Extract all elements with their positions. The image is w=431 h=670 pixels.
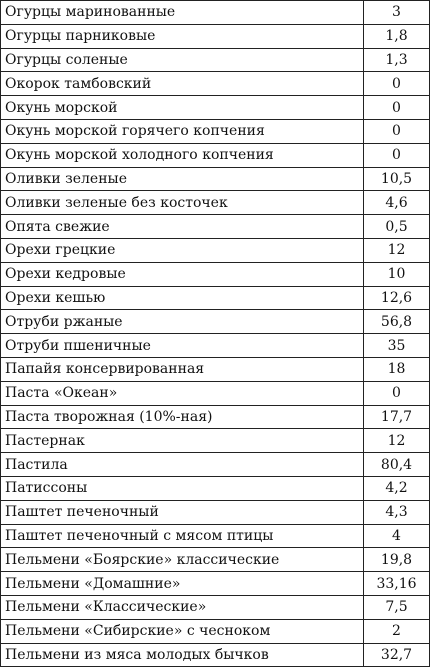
food-name-cell: Огурцы парниковые	[1, 24, 364, 48]
table-row	[1, 286, 430, 310]
table-row	[1, 595, 430, 619]
table-row	[1, 1, 430, 25]
table-row	[1, 572, 430, 596]
value-cell: 4,2	[364, 476, 430, 500]
table-row	[1, 24, 430, 48]
food-name-cell: Окунь морской холодного копчения	[1, 143, 364, 167]
table-row	[1, 119, 430, 143]
table-row	[1, 619, 430, 643]
table-row	[1, 381, 430, 405]
food-name-cell: Пельмени «Домашние»	[1, 572, 364, 596]
food-name-cell: Орехи грецкие	[1, 238, 364, 262]
table-row	[1, 476, 430, 500]
food-name-cell: Папайя консервированная	[1, 357, 364, 381]
value-cell: 0,5	[364, 215, 430, 239]
table-row	[1, 548, 430, 572]
table-row	[1, 429, 430, 453]
value-cell: 4,3	[364, 500, 430, 524]
table-body	[1, 1, 430, 667]
food-name-cell: Окунь морской горячего копчения	[1, 119, 364, 143]
table-row	[1, 167, 430, 191]
food-name-cell: Паста «Океан»	[1, 381, 364, 405]
food-name-cell: Пастила	[1, 453, 364, 477]
value-cell: 1,3	[364, 48, 430, 72]
value-cell: 1,8	[364, 24, 430, 48]
table-row	[1, 215, 430, 239]
table-row	[1, 143, 430, 167]
table-row	[1, 48, 430, 72]
table-row	[1, 405, 430, 429]
food-name-cell: Паштет печеночный	[1, 500, 364, 524]
food-name-cell: Огурцы соленые	[1, 48, 364, 72]
value-cell: 33,16	[364, 572, 430, 596]
value-cell: 4,6	[364, 191, 430, 215]
food-name-cell: Отруби пшеничные	[1, 334, 364, 358]
table-row	[1, 310, 430, 334]
food-name-cell: Пельмени «Боярские» классические	[1, 548, 364, 572]
value-cell: 18	[364, 357, 430, 381]
value-cell: 0	[364, 381, 430, 405]
food-name-cell: Огурцы маринованные	[1, 1, 364, 25]
food-name-cell: Отруби ржаные	[1, 310, 364, 334]
value-cell: 0	[364, 96, 430, 120]
value-cell: 12	[364, 238, 430, 262]
value-cell: 0	[364, 119, 430, 143]
food-name-cell: Орехи кедровые	[1, 262, 364, 286]
food-name-cell: Пельмени «Сибирские» с чесноком	[1, 619, 364, 643]
food-name-cell: Пельмени «Классические»	[1, 595, 364, 619]
table-row	[1, 524, 430, 548]
value-cell: 10	[364, 262, 430, 286]
value-cell: 35	[364, 334, 430, 358]
table-row	[1, 500, 430, 524]
value-cell: 19,8	[364, 548, 430, 572]
value-cell: 2	[364, 619, 430, 643]
food-name-cell: Оливки зеленые без косточек	[1, 191, 364, 215]
value-cell: 56,8	[364, 310, 430, 334]
value-cell: 32,7	[364, 643, 430, 667]
table-row	[1, 191, 430, 215]
food-name-cell: Пельмени из мяса молодых бычков	[1, 643, 364, 667]
table-row	[1, 238, 430, 262]
value-cell: 80,4	[364, 453, 430, 477]
table-row	[1, 357, 430, 381]
value-cell: 10,5	[364, 167, 430, 191]
food-name-cell: Орехи кешью	[1, 286, 364, 310]
table-row	[1, 262, 430, 286]
table-row	[1, 643, 430, 667]
food-name-cell: Патиссоны	[1, 476, 364, 500]
value-cell: 12	[364, 429, 430, 453]
table-row	[1, 72, 430, 96]
food-name-cell: Пастернак	[1, 429, 364, 453]
value-cell: 17,7	[364, 405, 430, 429]
value-cell: 7,5	[364, 595, 430, 619]
food-name-cell: Оливки зеленые	[1, 167, 364, 191]
value-cell: 12,6	[364, 286, 430, 310]
value-cell: 0	[364, 72, 430, 96]
table-row	[1, 453, 430, 477]
food-name-cell: Окунь морской	[1, 96, 364, 120]
value-cell: 4	[364, 524, 430, 548]
table-row	[1, 96, 430, 120]
food-name-cell: Опята свежие	[1, 215, 364, 239]
food-name-cell: Паста творожная (10%-ная)	[1, 405, 364, 429]
table-row	[1, 334, 430, 358]
value-cell: 0	[364, 143, 430, 167]
value-cell: 3	[364, 1, 430, 25]
food-name-cell: Окорок тамбовский	[1, 72, 364, 96]
food-name-cell: Паштет печеночный с мясом птицы	[1, 524, 364, 548]
